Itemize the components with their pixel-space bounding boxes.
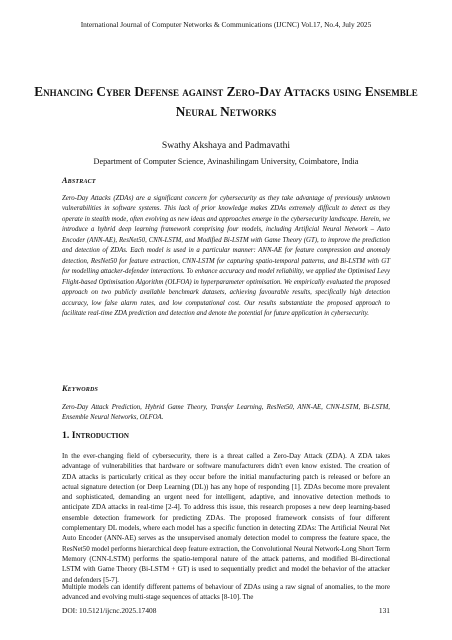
keywords-heading: Keywords <box>62 384 99 393</box>
journal-header: International Journal of Computer Networks & Communications (IJCNC) Vol.17, No.4, July 2025 <box>80 20 372 29</box>
paper-authors: Swathy Akshaya and Padmavathi <box>161 140 291 151</box>
keywords-text: Zero-Day Attack Prediction, Hybrid Game Theory, Transfer Learning, ResNet50, ANN-AE, CNN-LSTM, Bi-LSTM, Ensemble Neural Networks, OLFOA. <box>62 404 390 422</box>
introduction-paragraph-1: In the ever-changing field of cybersecurity, there is a threat called a Zero-Day Attack (ZDA). A ZDA takes advantage of vulnerabilities that hardware or software manufacturers didn't even know existed. The creation of ZDA attacks is particularly critical as they occur before the initial manufacturing patch is released or before an actual signature detection (or Deep Learning (DL)) has any hope of responding [1]. ZDAs become more prevalent and sophisticated, demanding an urgent need for intelligent, adaptive, and innovative detection methods to anticipate ZDA attacks in real-time [2-4]. To address this issue, this research proposes a new deep learning-based ensemble detection framework for predicting ZDAs. The proposed framework consists of four different complementary DL models, where each model has a specific function in detecting ZDAs: The Artificial Neural Net Auto Encoder (ANN-AE) serves as the unsupervised anomaly detection model to compress the feature space, the ResNet50 model performs hierarchical deep feature extraction, the Convolutional Neural Network-Long Short Term Memory (CNN-LSTM) performs the spatio-temporal nature of the attack patterns, and modified Bi-directional LSTM with Game Theory (Bi-LSTM + GT) is used to sequentially predict and model the behavior of the attacker and defenders [5-7]. <box>62 452 390 584</box>
author-affiliation: Department of Computer Science, Avinashilingam University, Coimbatore, India <box>93 157 359 166</box>
abstract-heading: Abstract <box>62 176 96 185</box>
paper-title: Enhancing Cyber Defense against Zero-Day Attacks using Ensemble Neural Networks <box>34 84 418 119</box>
introduction-paragraph-2: Multiple models can identify different patterns of behaviour of ZDAs using a raw signal of anomalies, to the more advanced and evolving multi-stage sequences of attacks [8-10]. The <box>62 583 390 602</box>
page-number: 131 <box>378 606 390 615</box>
introduction-heading: 1. Introduction <box>62 430 129 441</box>
doi-footer: DOI: 10.5121/ijcnc.2025.17408 <box>62 606 157 615</box>
abstract-text: Zero-Day Attacks (ZDAs) are a significant concern for cybersecurity as they take advantage of previously unknown vulnerabilities in software systems. This lack of prior knowledge makes ZDAs extremely difficult to detect as they operate in stealth mode, often evolving as new ideas and approaches emerge in the cybersecurity landscape. Herein, we introduce a hybrid deep learning framework comprising four models, including Artificial Neural Network – Auto Encoder (ANN-AE), ResNet50, CNN-LSTM, and Modified Bi-LSTM with Game Theory (GT), to improve the prediction and detection of ZDAs. Each model is used in a particular manner: ANN-AE for feature compression and anomaly detection, ResNet50 for feature extraction, CNN-LSTM for capturing spatio-temporal patterns, and Bi-LSTM with GT for modelling attacker-defender interactions. To enhance accuracy and model reliability, we applied the Optimised Levy Flight-based Optimisation Algorithm (OLFOA) in hyperparameter optimisation. We empirically evaluated the proposed approach on two publicly available benchmark datasets, achieving favourable results, specifically high detection accuracy, low false alarm rates, and low computational cost. Our results substantiate the proposed approach to facilitate real-time ZDA prediction and detection and denote the potential for future application in cybersecurity. <box>62 195 390 317</box>
